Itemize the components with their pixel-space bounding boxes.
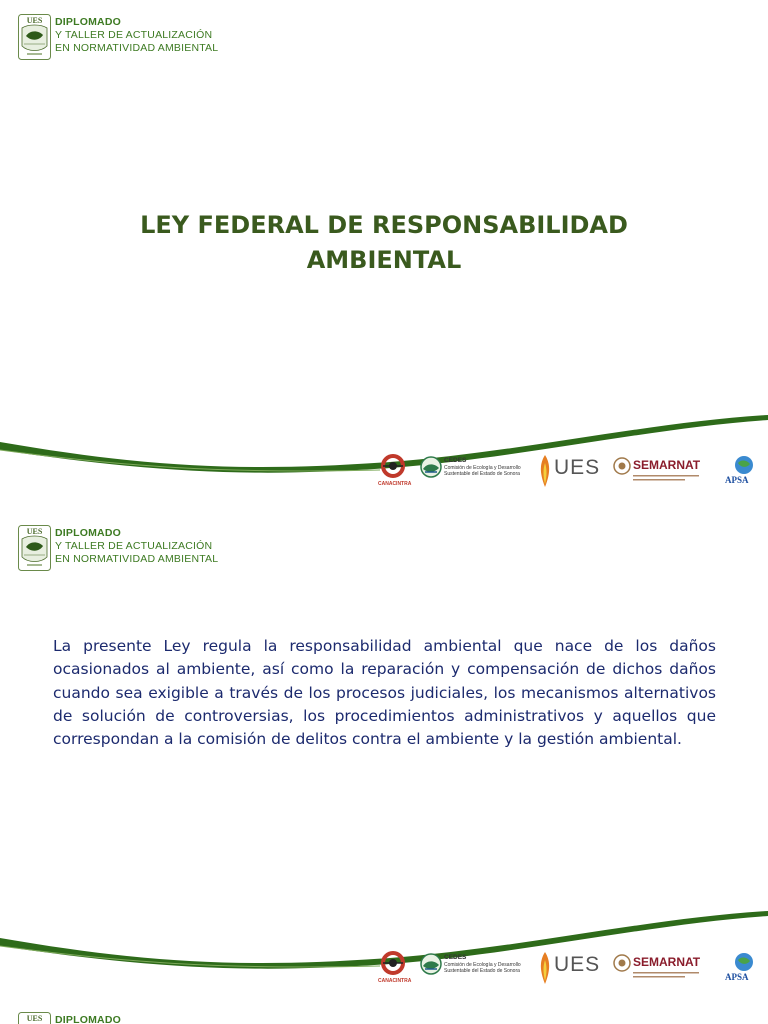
header-line1: DIPLOMADO (55, 16, 121, 28)
ues-label: UES (554, 456, 601, 479)
ues-seal-icon (18, 525, 51, 571)
slide-partial (0, 1010, 768, 1024)
cedes-description: Comisión de Ecología y Desarrollo Sustentable del Estado de Sonora (444, 465, 521, 477)
apsa-logo (723, 951, 763, 991)
cedes-logo (420, 454, 538, 494)
canacintra-label: CANACINTRA (378, 481, 412, 487)
slide-header (18, 14, 218, 60)
semarnat-label: SEMARNAT (633, 955, 701, 969)
cedes-name: CEDES (444, 457, 467, 464)
title-line1: LEY FEDERAL DE RESPONSABILIDAD (140, 211, 628, 239)
svg-text:UES: UES (26, 527, 43, 536)
header-line2: Y TALLER DE ACTUALIZACIÓN (55, 29, 213, 41)
slide-header (18, 525, 218, 571)
svg-text:UES: UES (26, 16, 43, 25)
semarnat-subtext-lines (633, 474, 703, 482)
header-line3: EN NORMATIVIDAD AMBIENTAL (55, 553, 219, 565)
sponsor-logos (378, 951, 768, 991)
cedes-icon (420, 953, 442, 975)
svg-text:UES: UES (26, 1014, 43, 1023)
ues-logo (538, 454, 606, 494)
ues-seal-icon (18, 14, 51, 60)
flame-icon (538, 454, 552, 488)
slide-title-text (0, 208, 768, 278)
ues-label: UES (554, 953, 601, 976)
cedes-name: CEDES (444, 954, 467, 961)
slide-content (0, 511, 768, 997)
ues-seal-icon (18, 1012, 51, 1024)
header-line3: EN NORMATIVIDAD AMBIENTAL (55, 42, 219, 54)
ues-logo (538, 951, 606, 991)
apsa-label: APSA (725, 475, 749, 485)
law-description-paragraph: La presente Ley regula la responsabilidad ambiental que nace de los daños ocasionados al ambiente, así como la reparación y compensación de dichos daños cuando sea exigible a través de los procesos judiciales, los mecanismos alternativos de solución de controversias, los procedimientos administrativos y aquellos que correspondan a la comisión de delitos contra el ambiente y la gestión ambiental. (53, 637, 716, 749)
semarnat-logo (613, 951, 713, 991)
mexico-seal-icon (613, 457, 631, 475)
globe-icon (731, 951, 757, 973)
sponsor-logos (378, 454, 768, 494)
title-line2: AMBIENTAL (306, 246, 462, 274)
slide-title (0, 0, 768, 497)
mexico-seal-icon (613, 954, 631, 972)
cedes-logo (420, 951, 538, 991)
canacintra-icon (378, 454, 410, 481)
canacintra-icon (378, 951, 410, 978)
header-line1: DIPLOMADO (55, 527, 121, 539)
header-line2: Y TALLER DE ACTUALIZACIÓN (55, 540, 213, 552)
header-line1: DIPLOMADO (55, 1014, 121, 1024)
semarnat-subtext-lines (633, 971, 703, 979)
canacintra-label: CANACINTRA (378, 978, 412, 984)
canacintra-logo (378, 951, 410, 991)
slide-header (18, 1012, 121, 1024)
semarnat-label: SEMARNAT (633, 458, 701, 472)
flame-icon (538, 951, 552, 985)
globe-icon (731, 454, 757, 476)
cedes-icon (420, 456, 442, 478)
apsa-label: APSA (725, 972, 749, 982)
semarnat-logo (613, 454, 713, 494)
canacintra-logo (378, 454, 410, 494)
apsa-logo (723, 454, 763, 494)
cedes-description: Comisión de Ecología y Desarrollo Sustentable del Estado de Sonora (444, 962, 521, 974)
